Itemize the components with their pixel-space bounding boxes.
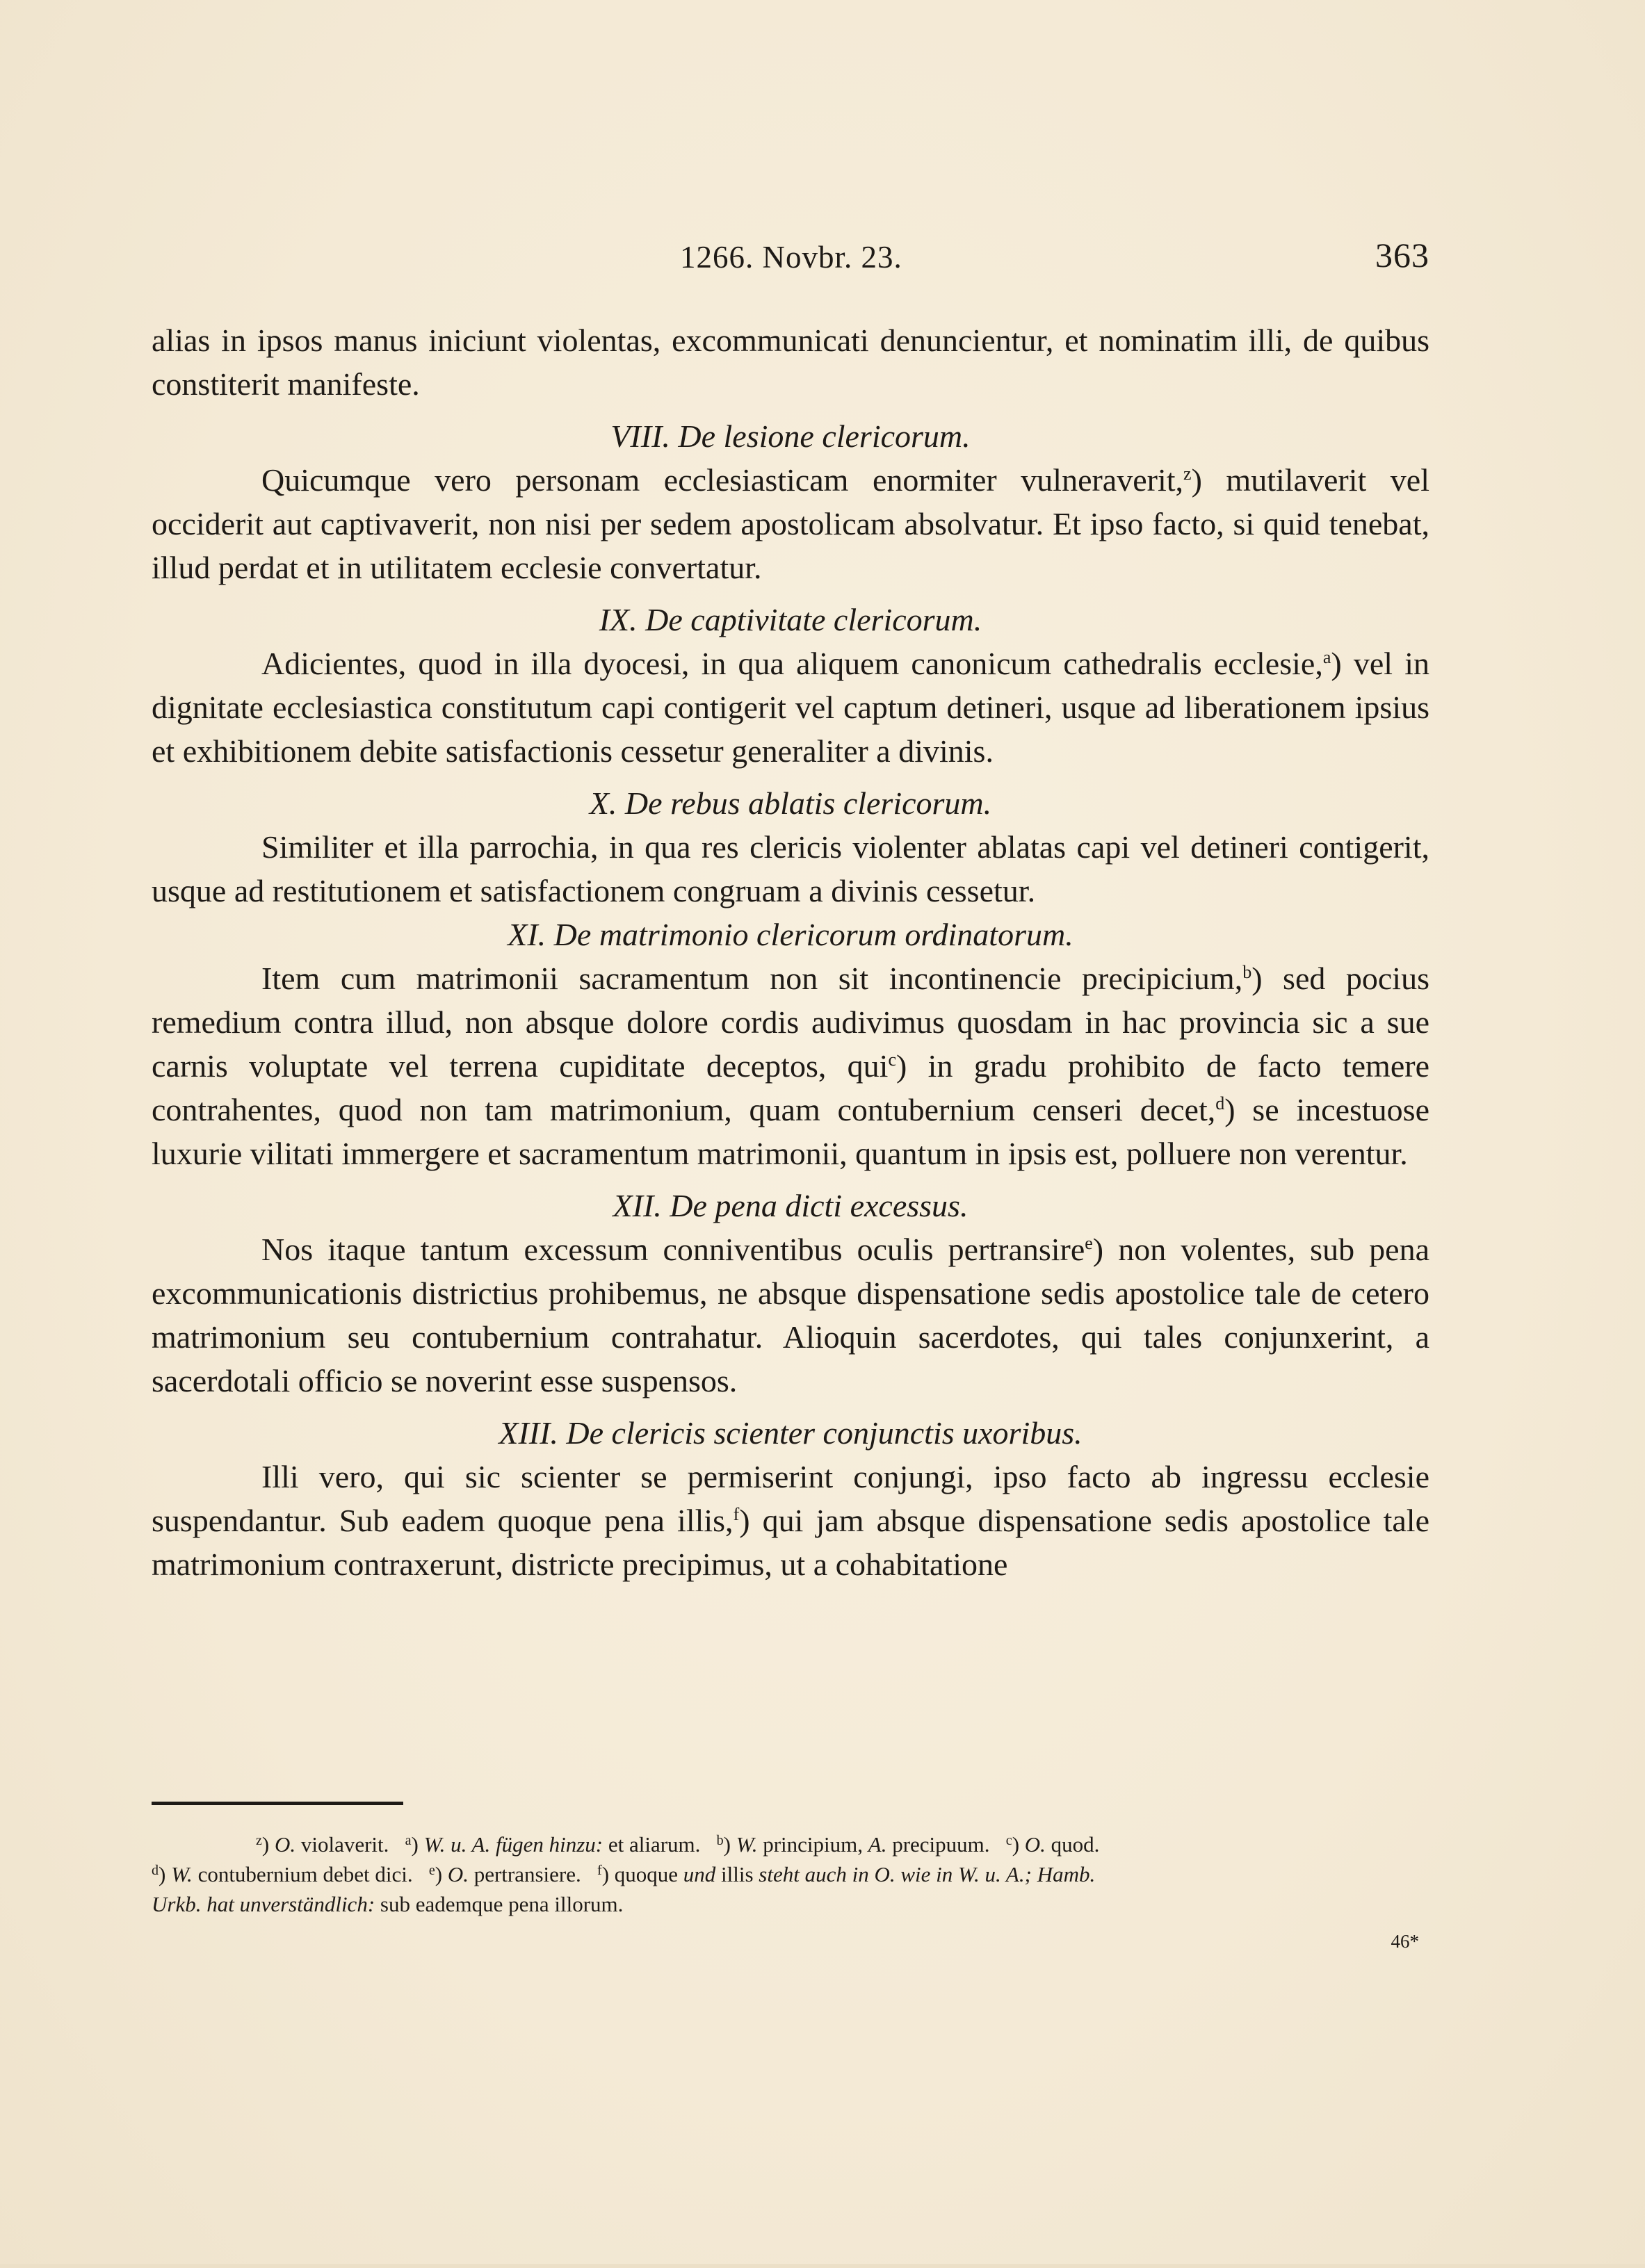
- footnote-note: Urkb. hat unverständlich:: [152, 1892, 375, 1916]
- footnote-mark-f: f: [597, 1863, 602, 1878]
- footnote-mark-c: c: [1005, 1833, 1012, 1848]
- footnote-mark-a: a: [405, 1833, 412, 1848]
- footnote-text: et aliarum.: [608, 1832, 701, 1857]
- section-heading-x: X. De rebus ablatis clericorum.: [589, 785, 992, 821]
- scan-edge: [0, 2264, 1645, 2268]
- section-heading-xiii: XIII. De clericis scienter conjunctis uxoribus.: [499, 1415, 1083, 1451]
- footnote-ref-z[interactable]: z: [1183, 464, 1192, 484]
- footnote-ref-f[interactable]: f: [733, 1504, 740, 1524]
- footnote-source: O.: [1024, 1832, 1046, 1857]
- footnote-source: O.: [274, 1832, 296, 1857]
- running-head: [152, 235, 1429, 284]
- running-head-date: 1266. Novbr. 23.: [680, 240, 902, 275]
- text-run: Item cum matrimonii sacramentum non sit incontinencie precipicium,: [261, 961, 1243, 996]
- text-run: ) qui jam absque dispensatione sedis apostolice tale matrimonium contraxerunt, districte precipimus, ut a cohabitatione: [152, 1503, 1429, 1582]
- footnote-ref-e[interactable]: e: [1085, 1233, 1093, 1253]
- footnote-note: steht auch in O. wie in W. u. A.; Hamb.: [759, 1862, 1096, 1886]
- text-run: ) in gradu prohibito de facto temere contrahentes, quod non tam matrimonium, quam contubernium censeri decet,: [152, 1048, 1429, 1127]
- text-run: ) non volentes, sub pena excommunicationis districtius prohibemus, ne absque dispensatione sedis apostolice tale de cetero matrimonium seu contubernium contrahatur. Alioquin sacerdotes, qui tales conjunxerint, a sacerdotali officio se noverint esse suspensos.: [152, 1232, 1429, 1398]
- footnote-divider: [152, 1802, 403, 1805]
- text-run: Nos itaque tantum excessum conniventibus oculis pertransire: [261, 1232, 1085, 1267]
- footnote-source: W.: [736, 1832, 758, 1857]
- text-run: Illi vero, qui sic scienter se permiserint conjungi, ipso facto ab ingressu ecclesie suspendantur. Sub eadem quoque pena illis,: [152, 1459, 1429, 1538]
- footnote-text: principium,: [763, 1832, 864, 1857]
- footnote-text: pertransiere.: [473, 1862, 581, 1886]
- section-heading-xi: XI. De matrimonio clericorum ordinatorum.: [508, 917, 1073, 952]
- page-number: 363: [1375, 236, 1429, 275]
- paragraph-viii: [152, 458, 1429, 589]
- footnote-ref-a[interactable]: a: [1322, 647, 1331, 667]
- footnote-source: A.: [868, 1832, 887, 1857]
- sheet-signature: 46*: [1391, 1931, 1419, 1952]
- paragraph-xii: [152, 1227, 1429, 1403]
- footnote-text: quoque: [614, 1862, 679, 1886]
- text-run: ) se incestuose luxurie vilitati immergere et sacramentum matrimonii, quantum in ipsis est, polluere non verentur.: [152, 1092, 1429, 1171]
- footnote-source: W. u. A. fügen hinzu:: [423, 1832, 603, 1857]
- footnote-text: precipuum.: [892, 1832, 990, 1857]
- text-run: ) mutilaverit vel occiderit aut captivaverit, non nisi per sedem apostolicam absolvatur. Et ipso facto, si quid tenebat, illud perdat et in utilitatem ecclesie convertatur.: [152, 462, 1429, 585]
- footnote-text: quod.: [1051, 1832, 1100, 1857]
- paragraph-continuation: alias in ipsos manus iniciunt violentas, excommunicati denuncientur, et nominatim illi, de quibus constiterit manifeste.: [152, 323, 1429, 402]
- section-heading-xii: XII. De pena dicti excessus.: [613, 1188, 969, 1223]
- footnotes: [152, 1829, 1429, 1919]
- footnote-text: sub eademque pena illorum.: [380, 1892, 624, 1916]
- paragraph-ix: [152, 642, 1429, 773]
- paragraph-xi: [152, 956, 1429, 1175]
- footnote-line: $^z$) O. violaverit. $^a$) W. u. A. fügen hinzu: et aliarum. $^b$) W. principium, A. precipuum. $^c$) O. quod.: [256, 1832, 1100, 1857]
- footnote-line: [152, 1889, 1429, 1919]
- text-run: ) vel in dignitate ecclesiastica constitutum capi contigerit vel captum detineri, usque ad liberationem ipsius et exhibitionem debite satisfactionis cessetur generaliter a divinis.: [152, 646, 1429, 769]
- footnote-mark-b: b: [716, 1833, 724, 1848]
- footnote-ref-d[interactable]: d: [1215, 1093, 1225, 1113]
- paragraph-xiii: [152, 1455, 1429, 1586]
- footnote-text: violaverit.: [300, 1832, 389, 1857]
- footnote-ref-b[interactable]: b: [1242, 962, 1252, 982]
- text-run: Quicumque vero personam ecclesiasticam enormiter vulneraverit,: [261, 462, 1184, 498]
- footnote-source: O.: [447, 1862, 469, 1886]
- text-run: Adicientes, quod in illa dyocesi, in qua aliquem canonicum cathedralis ecclesie,: [261, 646, 1323, 681]
- paragraph-x: Similiter et illa parrochia, in qua res clericis violenter ablatas capi vel detineri contigerit, usque ad restitutionem et satisfactionem congruam a divinis cessetur.: [152, 829, 1429, 908]
- text-run: ) sed pocius remedium contra illud, non absque dolore cordis audivimus quosdam in hac provincia sic a sue carnis voluptate vel terrena cupiditate deceptos, qui: [152, 961, 1429, 1084]
- section-heading-viii: VIII. De lesione clericorum.: [610, 418, 971, 454]
- footnote-mark-e: e: [428, 1863, 435, 1878]
- footnote-text: illis: [721, 1862, 754, 1886]
- footnote-note: und: [683, 1862, 716, 1886]
- footnote-ref-c[interactable]: c: [888, 1050, 897, 1070]
- main-text: [152, 318, 1429, 1586]
- section-heading-ix: IX. De captivitate clericorum.: [599, 602, 982, 637]
- footnote-line: $^d$) W. contubernium debet dici. $^e$) O. pertransiere. $^f$) quoque und illis steht auch in O. wie in W. u. A.; Hamb.: [152, 1862, 1096, 1886]
- footnote-mark-d: d: [152, 1863, 159, 1878]
- footnote-mark-z: z: [256, 1833, 262, 1848]
- footnote-source: W.: [171, 1862, 193, 1886]
- footnote-text: contubernium debet dici.: [197, 1862, 413, 1886]
